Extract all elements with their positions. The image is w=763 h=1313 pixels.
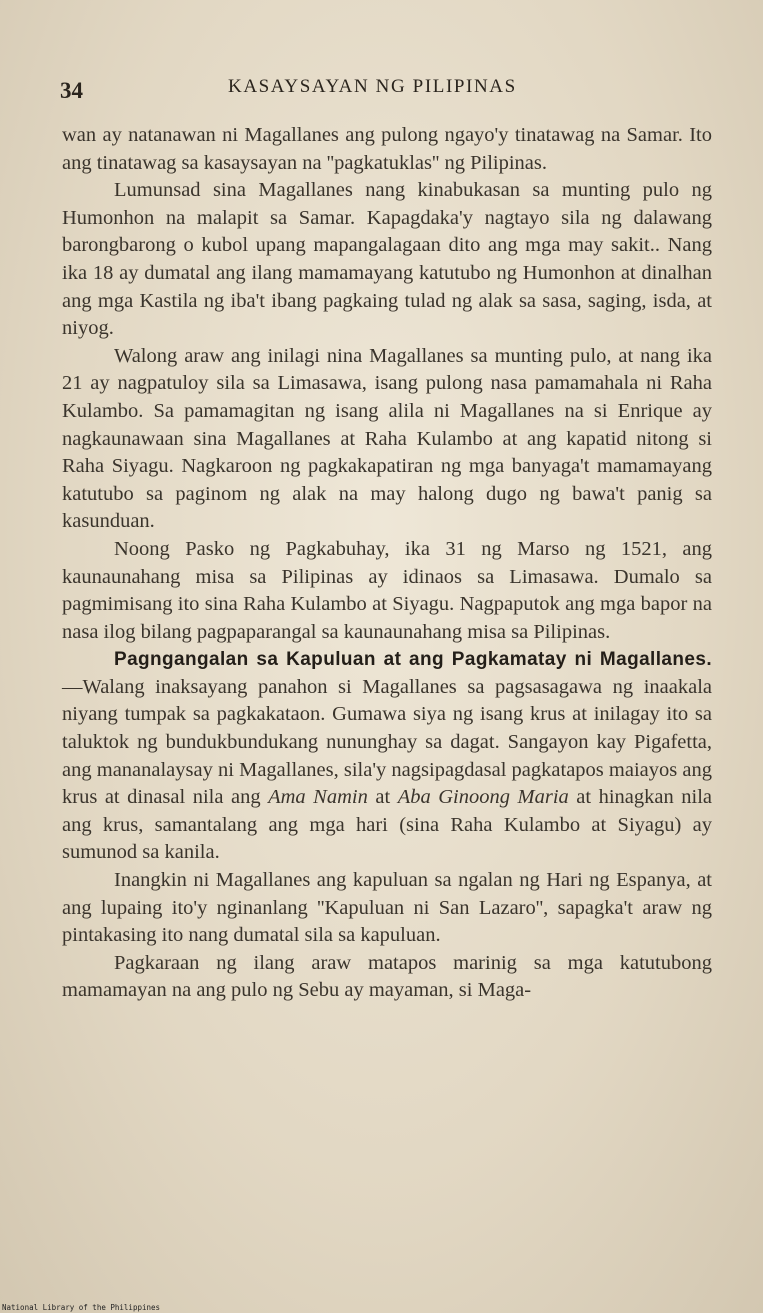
prayer-aba-ginoong-maria: Aba Ginoong Maria [397, 786, 569, 809]
prayer-ama-namin: Ama Namin [268, 786, 368, 809]
paragraph-7: Pagkaraan ng ilang araw matapos marinig sa mga katutubong mamamayan na ang pulo ng Sebu ay mayaman, si Maga- [62, 951, 712, 1002]
paragraph-6: Inangkin ni Magallanes ang kapuluan sa ngalan ng Hari ng Espanya, at ang lupaing ito'y nginanlang ''Kapuluan ni San Lazaro'', sapagka't araw ng pintakasing ito nang dumatal sila sa kapuluan. [62, 869, 712, 947]
running-header [60, 74, 720, 104]
body-text [62, 122, 712, 1005]
paragraph-5-text-b: at [367, 786, 398, 809]
page-number: 34 [60, 78, 83, 103]
paragraph-5 [62, 646, 712, 867]
paragraph-2: Lumunsad sina Magallanes nang kinabukasan sa munting pulo ng Humonhon na malapit sa Samar. Kapagdaka'y nagtayo sila ng dalawang barongbarong o kubol upang mapangalagaan dito ang mga may sakit.. Nang ika 18 ay dumatal ang ilang mamamayang katutubo ng Humonhon at dinalhan ang mga Kastila ng iba't ibang pagkaing tulad ng alak sa sasa, saging, isda, at niyog. [62, 179, 712, 340]
paragraph-1: wan ay natanawan ni Magallanes ang pulong ngayo'y tinatawag na Samar. Ito ang tinatawag sa kasaysayan na ''pagkatuklas'' ng Pilipinas. [62, 124, 712, 174]
paragraph-5-text-a: —Walang inaksayang panahon si Magallanes sa pagsasagawa ng inaakala niyang tumpak sa pagkakataon. Gumawa siya ng isang krus at inilagay ito sa taluktok ng bundukbundukang nununghay sa dagat. Sangayon kay Pigafetta, ang mananalaysay ni Magallanes, sila'y nagsipagdasal pagkatapos maiayos ang krus at dinasal nila ang [62, 675, 712, 809]
paragraph-4: Noong Pasko ng Pagkabuhay, ika 31 ng Marso ng 1521, ang kaunaunahang misa sa Pilipinas ay idinaos sa Limasawa. Dumalo sa pagmimisang ito sina Raha Kulambo at Siyagu. Nagpaputok ang mga bapor na nasa ilog bilang pagpaparangal sa kaunaunahang misa sa Pilipinas. [62, 537, 712, 643]
section-heading: Pagngangalan sa Kapuluan at ang Pagkamatay ni Magallanes. [114, 649, 712, 671]
paragraph-5-text-c: at hinagkan nila ang krus, samantalang ang mga hari (sina Raha Kulambo at Siyagu) ay sumunod sa kanila. [62, 786, 712, 864]
paragraph-3: Walong araw ang inilagi nina Magallanes sa munting pulo, at nang ika 21 ay nagpatuloy sila sa Limasawa, isang pulong nasa pamamahala ni Raha Kulambo. Sa pamamagitan ng isang alila ni Magallanes na si Enrique ay nagkaunawaan sina Magallanes at Raha Kulambo at ang kapatid nitong si Raha Siyagu. Nagkaroon ng pagkakapatiran ng mga banyaga't mamamayang katutubo sa paginom ng alak na may halong dugo ng bawa't panig sa kasunduan. [62, 344, 712, 533]
library-credit: National Library of the Philippines [2, 1303, 161, 1312]
running-title: KASAYSAYAN NG PILIPINAS [228, 76, 517, 97]
